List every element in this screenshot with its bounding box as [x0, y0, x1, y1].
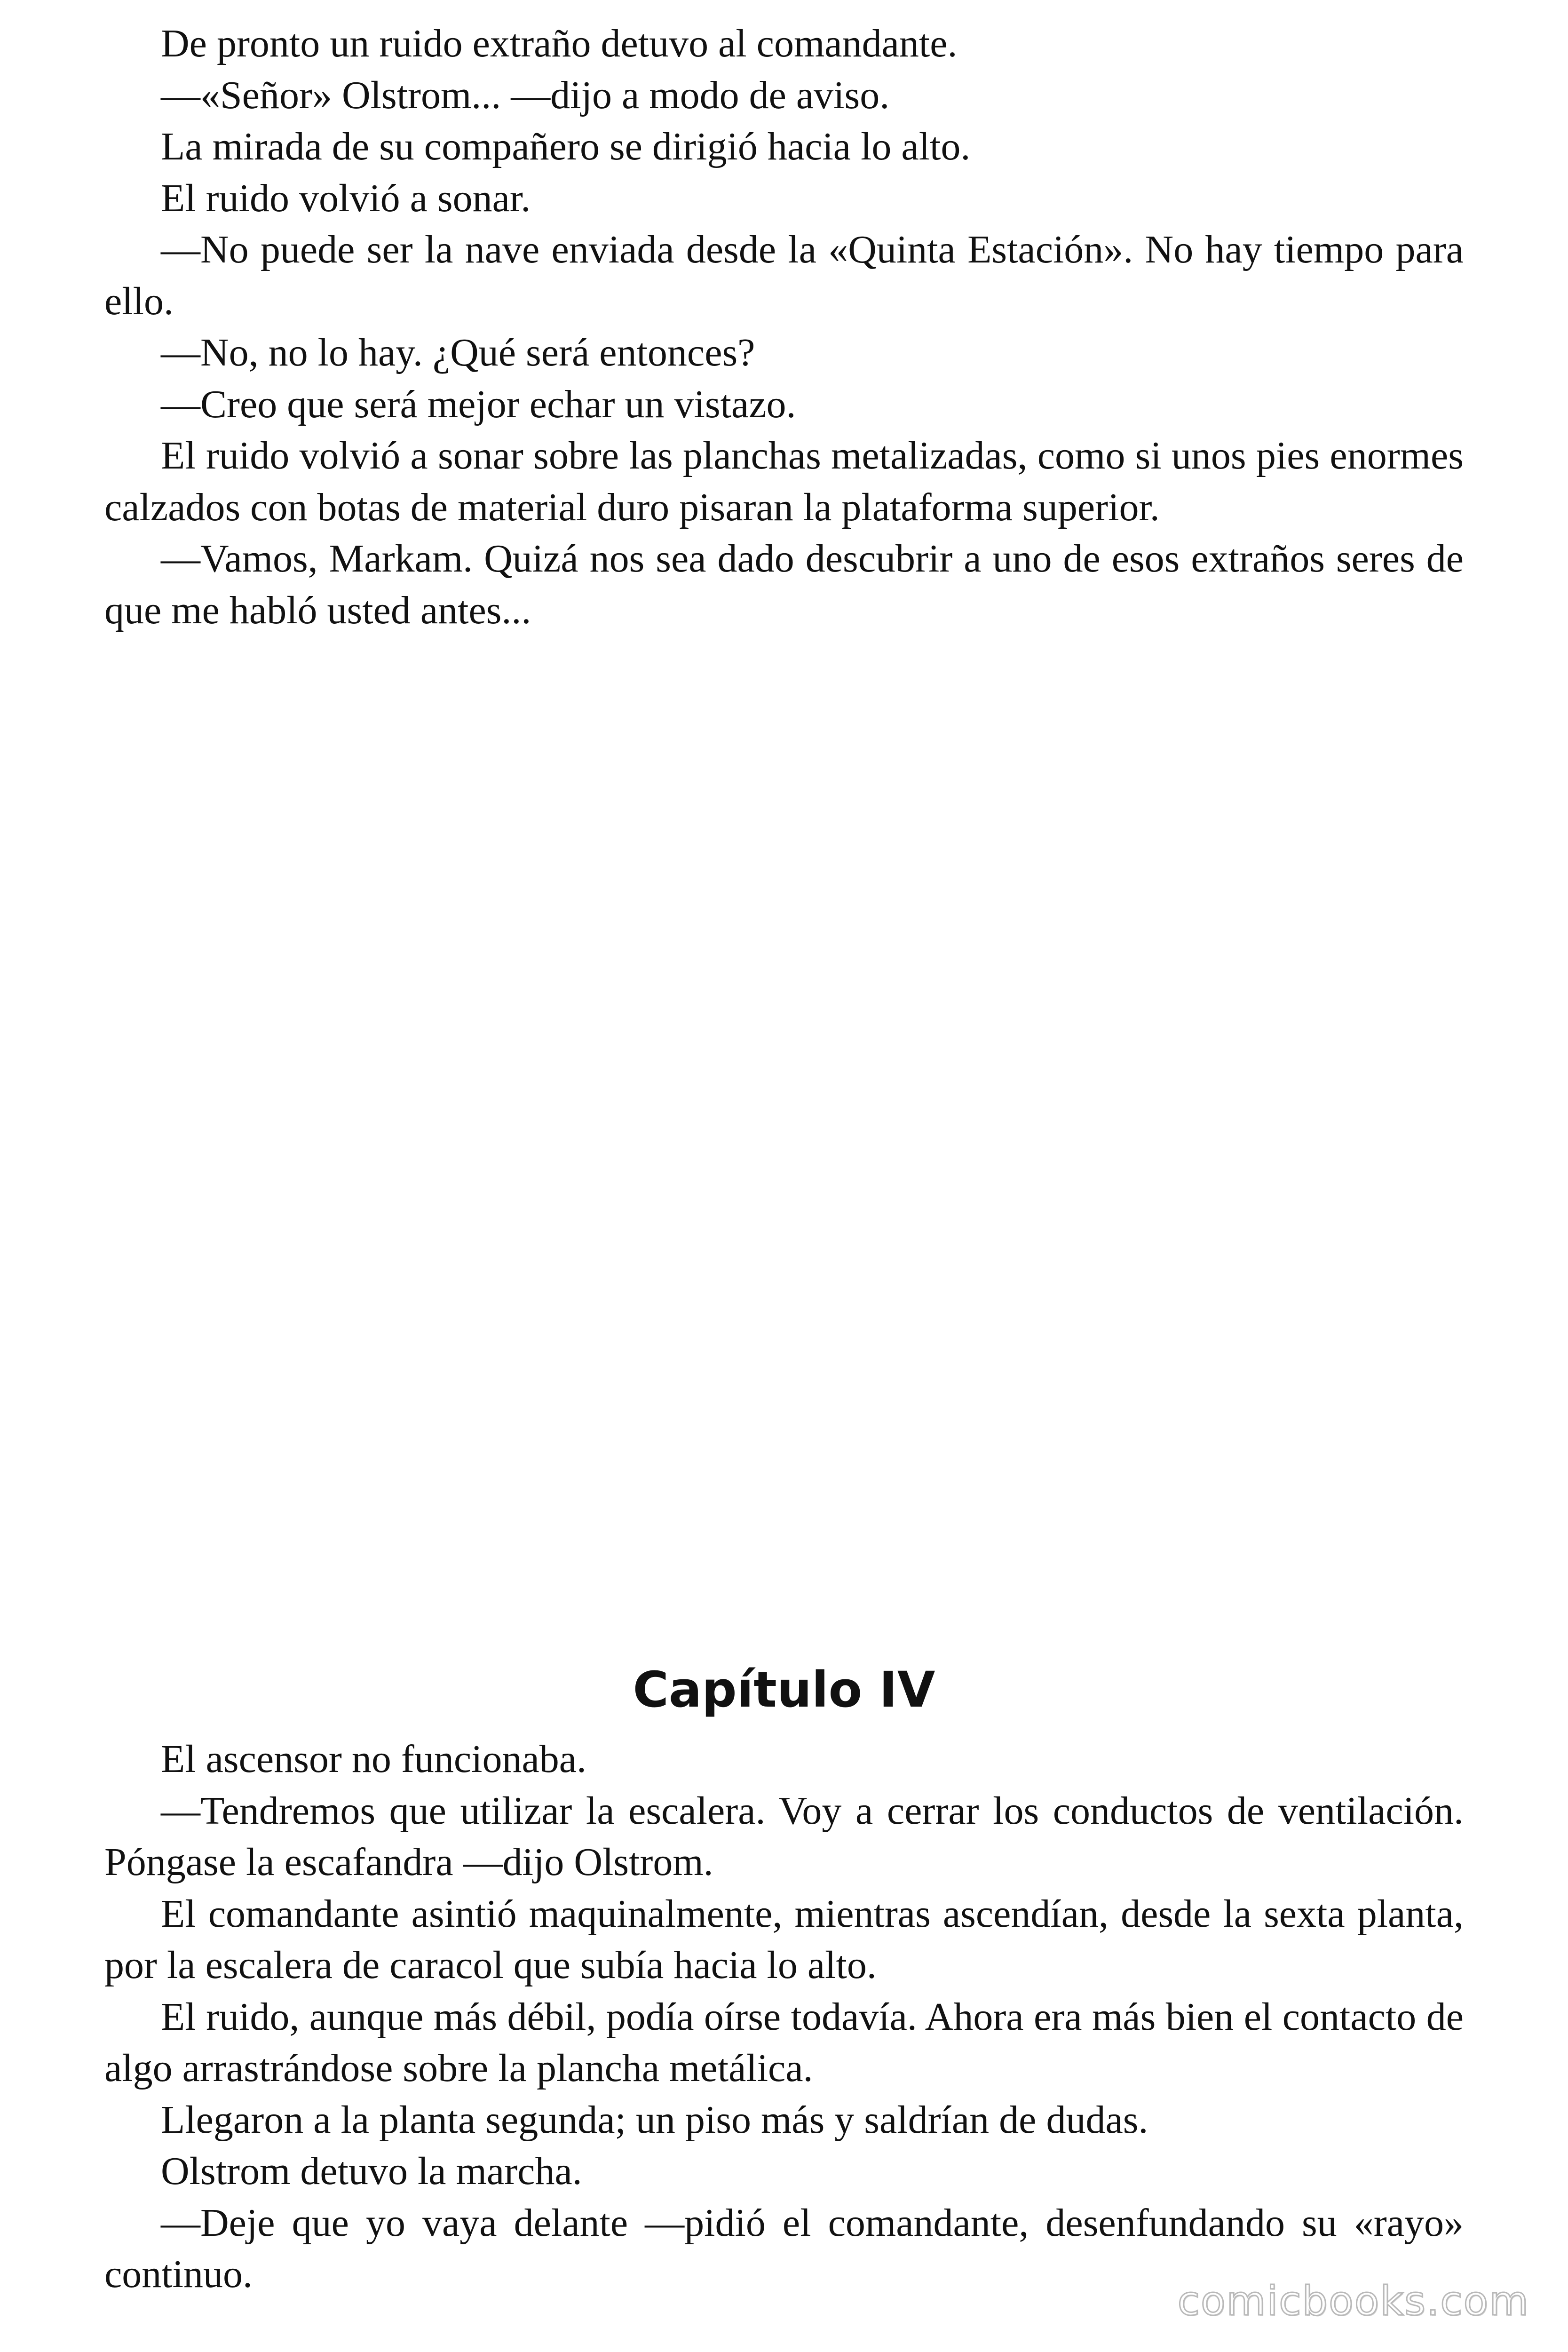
paragraph: —«Señor» Olstrom... —dijo a modo de aviso.: [161, 73, 890, 117]
paragraph: Olstrom detuvo la marcha.: [161, 2149, 582, 2193]
paragraph: —Deje que yo vaya delante —pidió el comandante, desenfundando su «rayo» continuo.: [104, 2201, 1464, 2296]
paragraph: El ascensor no funcionaba.: [161, 1737, 587, 1781]
paragraph: —No, no lo hay. ¿Qué será entonces?: [161, 331, 755, 374]
paragraph: El ruido volvió a sonar.: [161, 176, 531, 220]
chapter-title: Capítulo IV: [633, 1661, 935, 1718]
paragraph: —Creo que será mejor echar un vistazo.: [161, 382, 796, 426]
paragraph: El ruido, aunque más débil, podía oírse todavía. Ahora era más bien el contacto de algo arrastrándose sobre la plancha metálica.: [104, 1994, 1464, 2090]
paragraph: —Vamos, Markam. Quizá nos sea dado descubrir a uno de esos extraños seres de que me habló usted antes...: [104, 537, 1464, 632]
paragraph: Llegaron a la planta segunda; un piso más y saldrían de dudas.: [161, 2098, 1148, 2142]
section-1-text: [104, 18, 1464, 636]
document-page: [104, 18, 1464, 2300]
paragraph: De pronto un ruido extraño detuvo al comandante.: [161, 22, 958, 65]
paragraph: El comandante asintió maquinalmente, mientras ascendían, desde la sexta planta, por la escalera de caracol que subía hacia lo alto.: [104, 1891, 1464, 1987]
chapter-text: [104, 1733, 1464, 2300]
watermark: comicbooks.com: [1177, 2278, 1529, 2325]
paragraph: El ruido volvió a sonar sobre las planchas metalizadas, como si unos pies enormes calzados con botas de material duro pisaran la plataforma superior.: [104, 434, 1464, 529]
section-break: [104, 636, 1464, 1659]
paragraph: La mirada de su compañero se dirigió hacia lo alto.: [161, 125, 971, 168]
paragraph: —Tendremos que utilizar la escalera. Voy a cerrar los conductos de ventilación. Póngase la escafandra —dijo Olstrom.: [104, 1788, 1464, 1884]
paragraph: —No puede ser la nave enviada desde la «Quinta Estación». No hay tiempo para ello.: [104, 228, 1464, 323]
